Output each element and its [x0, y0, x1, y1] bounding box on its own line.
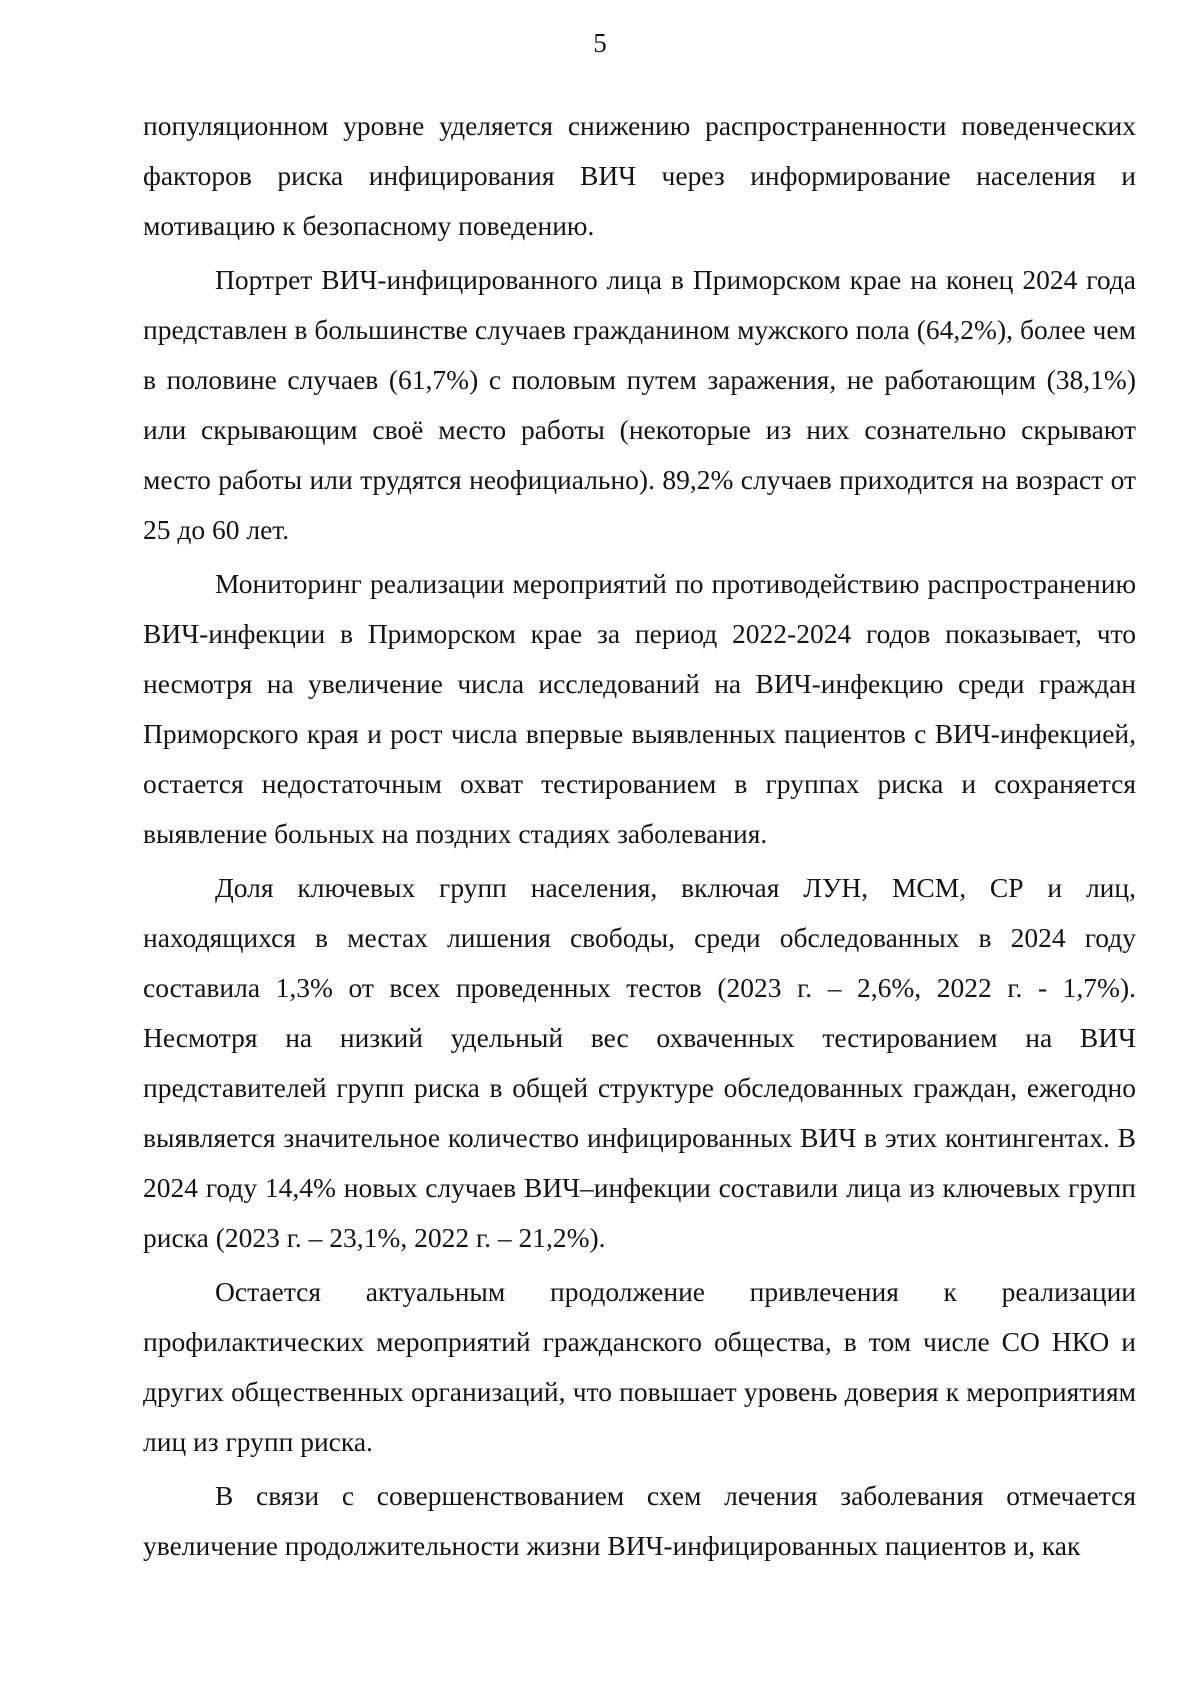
- body-text: [143, 101, 1136, 1575]
- paragraph-civil-society: Остается актуальным продолжение привлечения к реализации профилактических мероприятий гражданского общества, в том числе СО НКО и других общественных организаций, что повышает уровень доверия к мероприятиям лиц из групп риска.: [143, 1276, 1136, 1457]
- paragraph-key-groups: Доля ключевых групп населения, включая ЛУН, МСМ, СР и лиц, находящихся в местах лишения свободы, среди обследованных в 2024 году составила 1,3% от всех проведенных тестов (2023 г. – 2,6%, 2022 г. - 1,7%). Несмотря на низкий удельный вес охваченных тестированием на ВИЧ представителей групп риска в общей структуре обследованных граждан, ежегодно выявляется значительное количество инфицированных ВИЧ в этих контингентах. В 2024 году 14,4% новых случаев ВИЧ–инфекции составили лица из ключевых групп риска (2023 г. – 23,1%, 2022 г. – 21,2%).: [143, 872, 1136, 1253]
- paragraph-treatment: В связи с совершенствованием схем лечения заболевания отмечается увеличение продолжительности жизни ВИЧ-инфицированных пациентов и, как: [143, 1480, 1136, 1561]
- paragraph-population-level: популяционном уровне уделяется снижению распространенности поведенческих факторов риска инфицирования ВИЧ через информирование населения и мотивацию к безопасному поведению.: [143, 110, 1136, 241]
- page-number: 5: [593, 28, 607, 58]
- paragraph-monitoring: Мониторинг реализации мероприятий по противодействию распространению ВИЧ-инфекции в Приморском крае за период 2022-2024 годов показывает, что несмотря на увеличение числа исследований на ВИЧ-инфекцию среди граждан Приморского края и рост числа впервые выявленных пациентов с ВИЧ-инфекцией, остается недостаточным охват тестированием в группах риска и сохраняется выявление больных на поздних стадиях заболевания.: [143, 568, 1136, 849]
- paragraph-hiv-portrait: Портрет ВИЧ-инфицированного лица в Приморском крае на конец 2024 года представлен в большинстве случаев гражданином мужского пола (64,2%), более чем в половине случаев (61,7%) с половым путем заражения, не работающим (38,1%) или скрывающим своё место работы (некоторые из них сознательно скрывают место работы или трудятся неофициально). 89,2% случаев приходится на возраст от 25 до 60 лет.: [143, 264, 1136, 545]
